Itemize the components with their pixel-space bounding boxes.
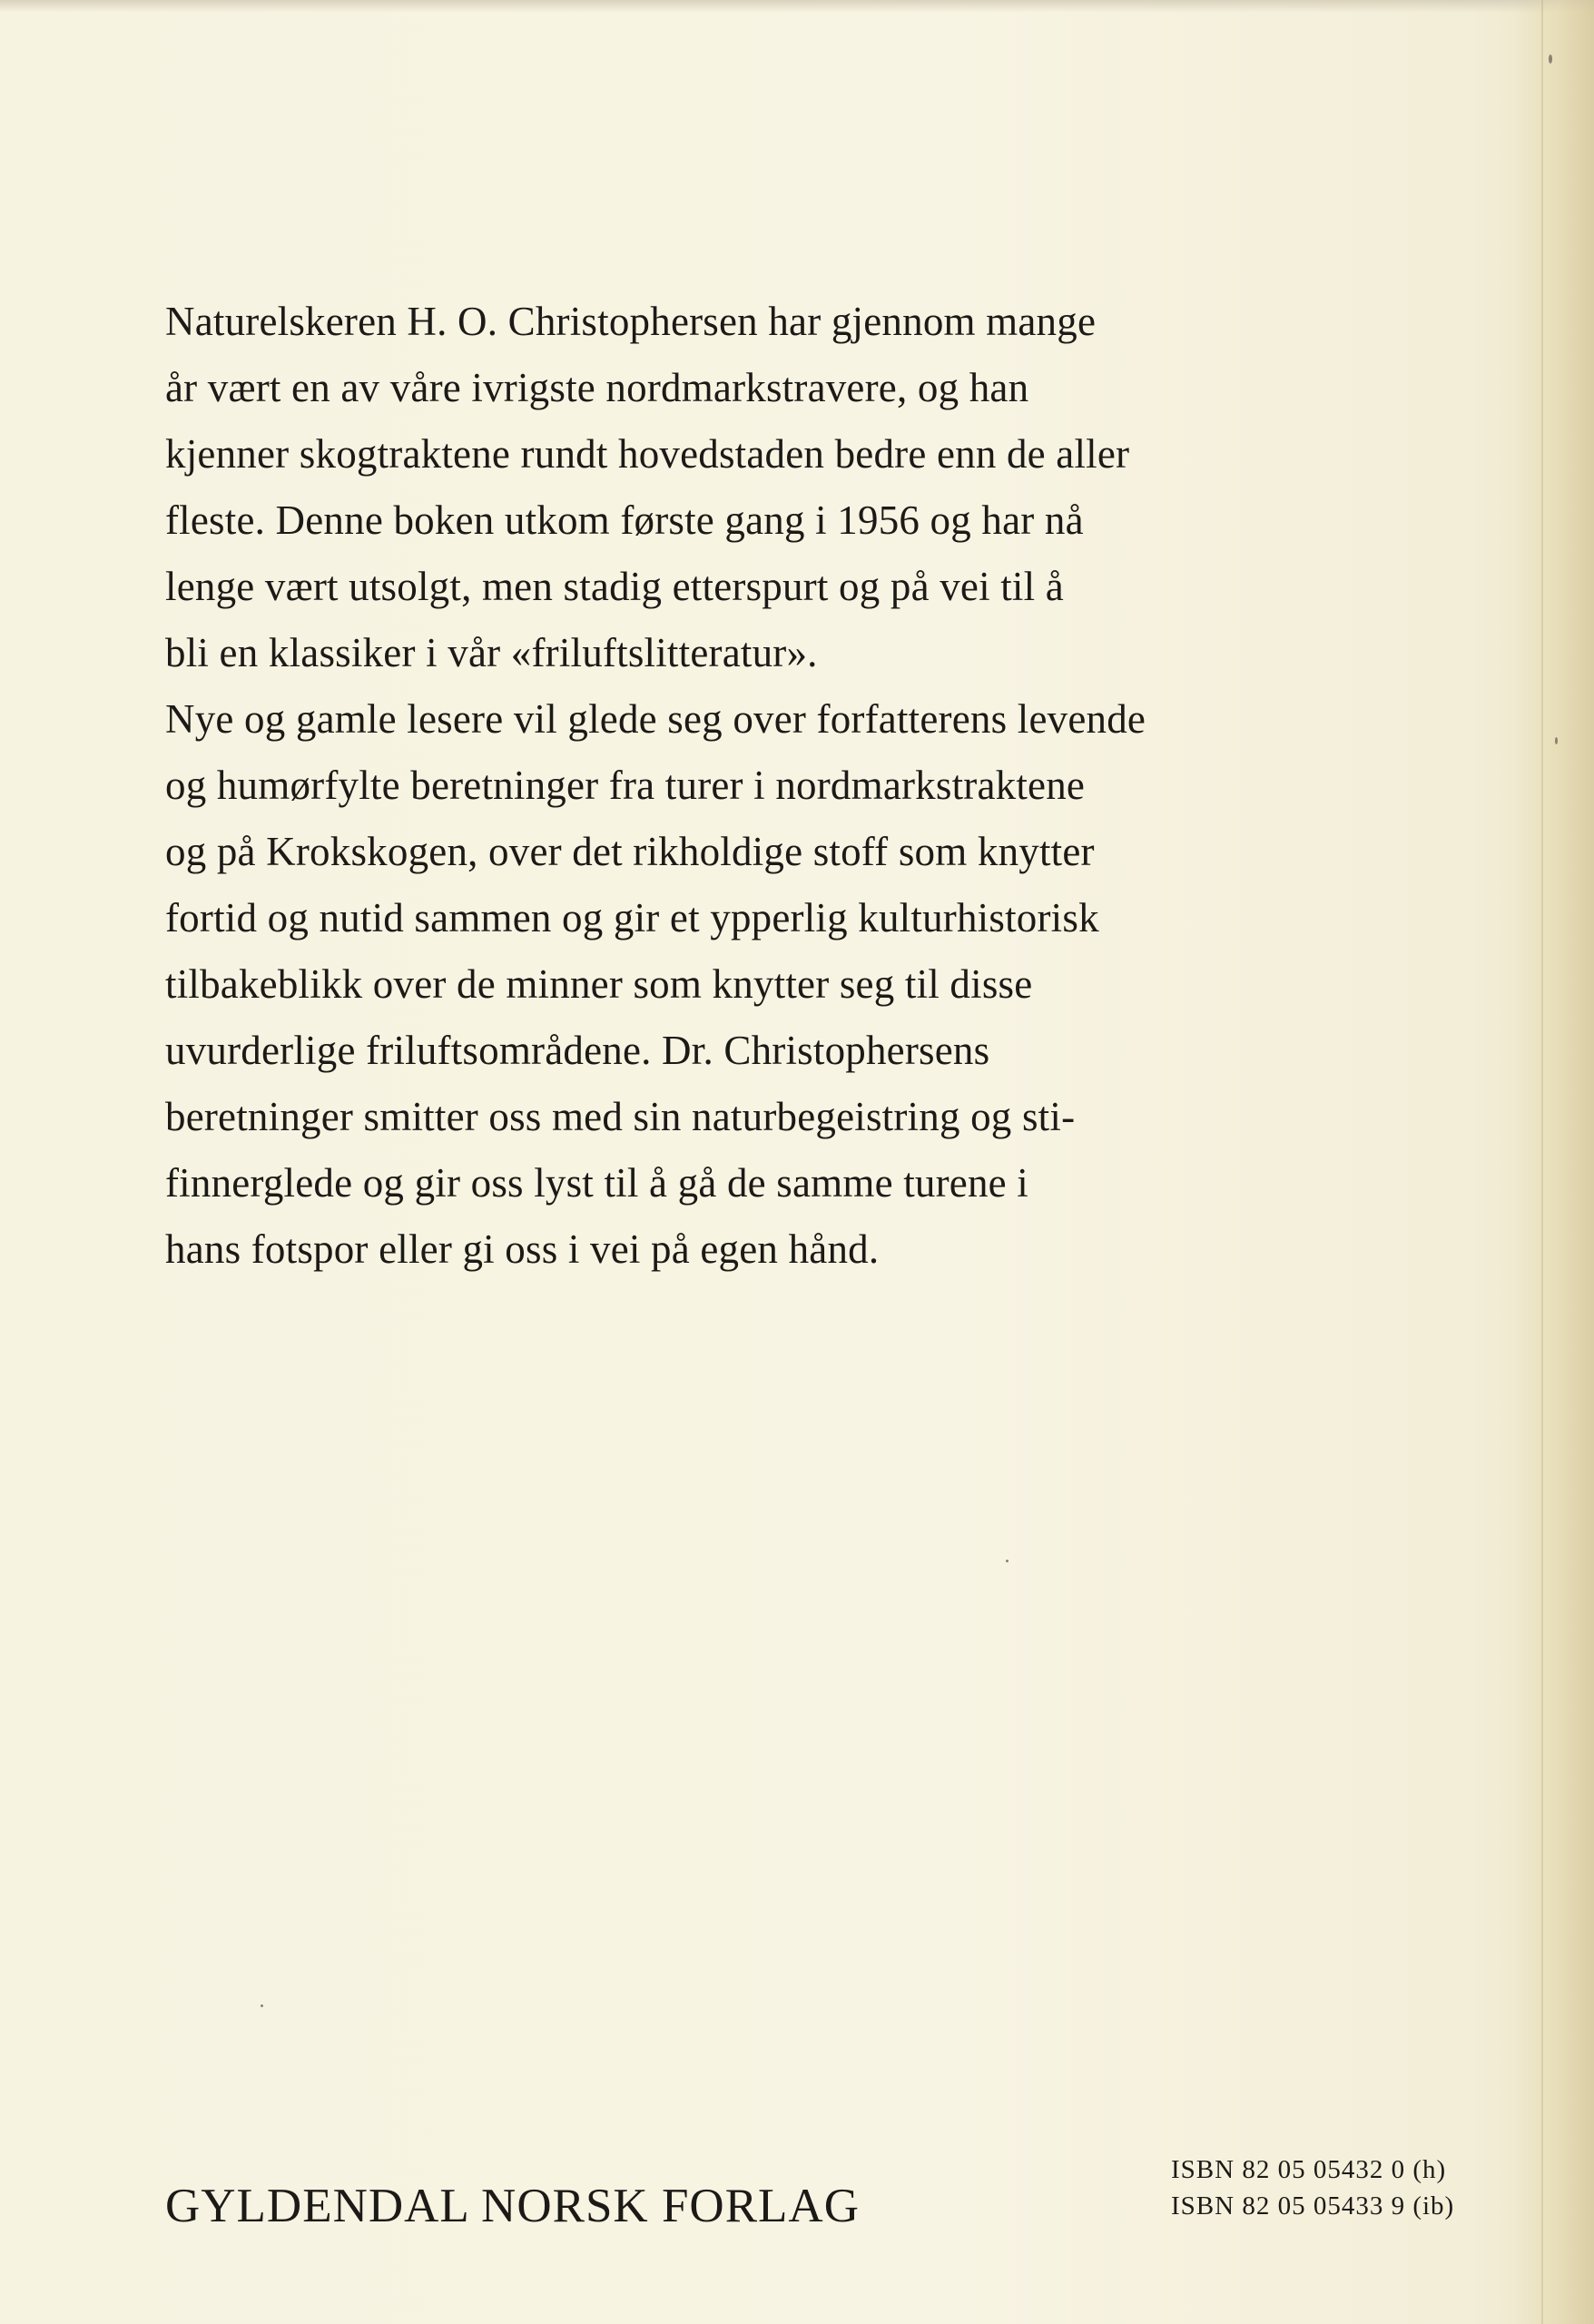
blurb-line: tilbakeblikk over de minner som knytter seg til disse [165, 961, 1033, 1007]
blurb-line: uvurderlige friluftsområdene. Dr. Christophersens [165, 1028, 990, 1073]
publisher-name: GYLDENDAL NORSK FORLAG [165, 2180, 860, 2232]
blurb-text [165, 289, 1436, 1283]
blurb-line: Nye og gamle lesere vil glede seg over forfatterens levende [165, 696, 1146, 742]
blurb-line: kjenner skogtraktene rundt hovedstaden bedre enn de aller [165, 431, 1130, 477]
paper-speck [261, 2004, 263, 2007]
blurb-line: finnerglede og gir oss lyst til å gå de samme turene i [165, 1160, 1028, 1206]
blurb-line: og på Krokskogen, over det rikholdige stoff som knytter [165, 829, 1095, 874]
blurb-line: beretninger smitter oss med sin naturbegeistring og sti- [165, 1094, 1076, 1139]
paper-speck [1555, 737, 1558, 744]
worn-top-edge [0, 0, 1594, 13]
blurb-line: år vært en av våre ivrigste nordmarkstravere, og han [165, 365, 1029, 410]
blurb-line: fleste. Denne boken utkom første gang i 1956 og har nå [165, 497, 1084, 543]
blurb-line: hans fotspor eller gi oss i vei på egen hånd. [165, 1226, 880, 1272]
isbn-block [1171, 2152, 1454, 2224]
isbn-bound: ISBN 82 05 05433 9 (ib) [1171, 2191, 1455, 2221]
paper-speck [1006, 1560, 1009, 1562]
spine-shadow [1512, 0, 1594, 2324]
spine-fold-line [1541, 0, 1543, 2324]
blurb-line: fortid og nutid sammen og gir et ypperlig kulturhistorisk [165, 895, 1099, 940]
blurb-line: lenge vært utsolgt, men stadig etterspurt og på vei til å [165, 564, 1064, 609]
blurb-line: Naturelskeren H. O. Christophersen har gjennom mange [165, 299, 1097, 344]
blurb-line: bli en klassiker i vår «friluftslitteratur». [165, 630, 818, 675]
blurb-line: og humørfylte beretninger fra turer i nordmarkstraktene [165, 763, 1086, 808]
isbn-hardcover: ISBN 82 05 05432 0 (h) [1171, 2155, 1447, 2184]
paper-speck [1549, 54, 1552, 64]
